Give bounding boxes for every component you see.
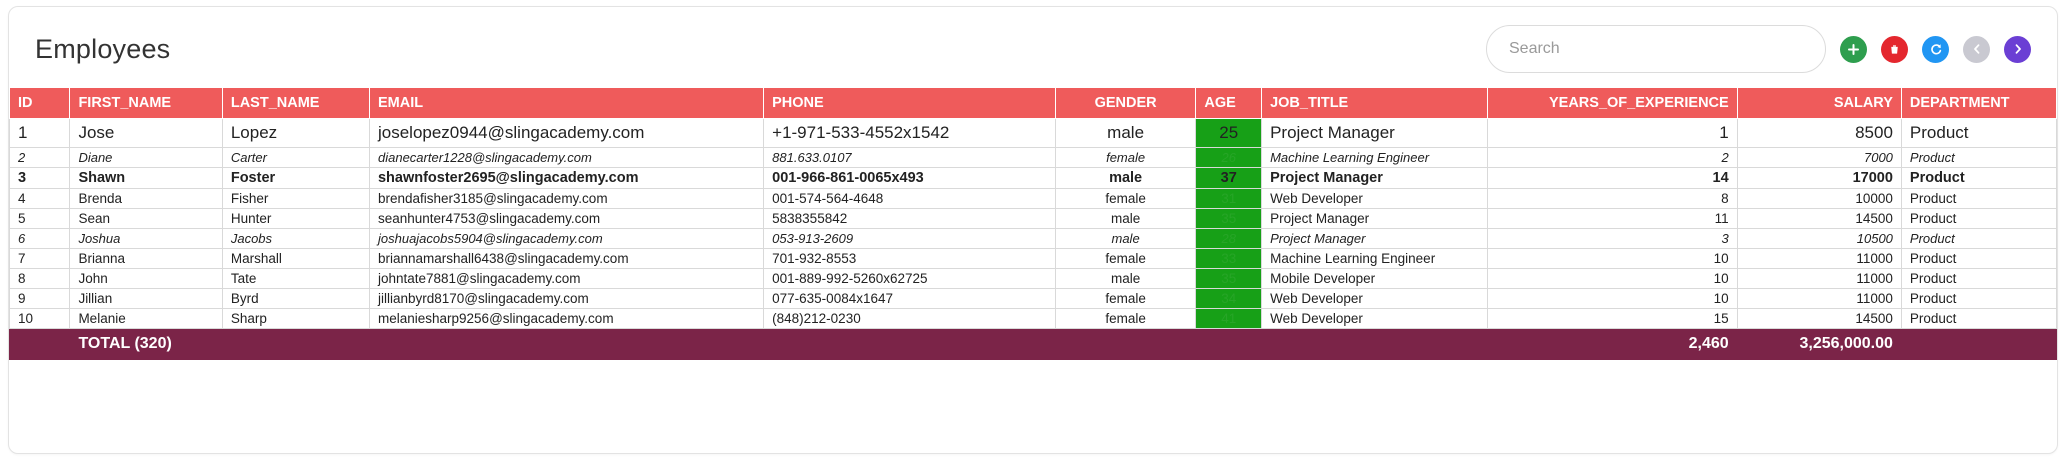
cell-department: Product — [1901, 189, 2056, 209]
trash-icon — [1888, 43, 1901, 56]
cell-years: 2 — [1488, 148, 1738, 168]
cell-gender: male — [1055, 229, 1196, 249]
cell-email: joshuajacobs5904@slingacademy.com — [369, 229, 763, 249]
cell-first-name: Jose — [70, 119, 222, 148]
cell-years: 3 — [1488, 229, 1738, 249]
cell-department: Product — [1901, 269, 2056, 289]
cell-age: 31 — [1196, 189, 1262, 209]
cell-id: 3 — [10, 168, 70, 189]
toolbar — [9, 7, 2057, 87]
delete-button[interactable] — [1881, 36, 1908, 63]
total-label: TOTAL (320) — [70, 329, 222, 360]
cell-age: 33 — [1196, 249, 1262, 269]
cell-first-name: Shawn — [70, 168, 222, 189]
column-header-gender[interactable]: GENDER — [1055, 88, 1196, 119]
total-spacer — [1055, 329, 1196, 360]
chevron-right-icon — [2012, 43, 2024, 55]
cell-id: 5 — [10, 209, 70, 229]
cell-salary: 7000 — [1737, 148, 1901, 168]
total-salary: 3,256,000.00 — [1737, 329, 1901, 360]
column-header-email[interactable]: EMAIL — [369, 88, 763, 119]
cell-last-name: Lopez — [222, 119, 369, 148]
table-row[interactable] — [10, 249, 2057, 269]
cell-first-name: Melanie — [70, 309, 222, 329]
cell-salary: 11000 — [1737, 269, 1901, 289]
cell-job-title: Machine Learning Engineer — [1262, 148, 1488, 168]
cell-id: 8 — [10, 269, 70, 289]
cell-salary: 10000 — [1737, 189, 1901, 209]
table-body — [10, 119, 2057, 360]
cell-years: 1 — [1488, 119, 1738, 148]
employees-table — [9, 87, 2057, 360]
cell-email: shawnfoster2695@slingacademy.com — [369, 168, 763, 189]
cell-gender: female — [1055, 249, 1196, 269]
cell-phone: (848)212-0230 — [764, 309, 1056, 329]
cell-age: 34 — [1196, 289, 1262, 309]
cell-id: 9 — [10, 289, 70, 309]
cell-first-name: Brenda — [70, 189, 222, 209]
refresh-icon — [1929, 42, 1943, 56]
cell-age: 41 — [1196, 309, 1262, 329]
cell-age: 35 — [1196, 269, 1262, 289]
cell-last-name: Byrd — [222, 289, 369, 309]
cell-email: joselopez0944@slingacademy.com — [369, 119, 763, 148]
cell-gender: female — [1055, 309, 1196, 329]
cell-last-name: Foster — [222, 168, 369, 189]
cell-last-name: Jacobs — [222, 229, 369, 249]
plus-icon — [1847, 43, 1860, 56]
cell-email: melaniesharp9256@slingacademy.com — [369, 309, 763, 329]
table-row[interactable] — [10, 189, 2057, 209]
total-spacer — [1262, 329, 1488, 360]
total-spacer — [222, 329, 369, 360]
cell-years: 10 — [1488, 269, 1738, 289]
cell-id: 7 — [10, 249, 70, 269]
table-row[interactable] — [10, 209, 2057, 229]
cell-job-title: Project Manager — [1262, 229, 1488, 249]
cell-phone: 053-913-2609 — [764, 229, 1056, 249]
cell-years: 11 — [1488, 209, 1738, 229]
add-button[interactable] — [1840, 36, 1867, 63]
table-row[interactable] — [10, 119, 2057, 148]
cell-phone: +1-971-533-4552x1542 — [764, 119, 1056, 148]
column-header-job-title[interactable]: JOB_TITLE — [1262, 88, 1488, 119]
total-spacer — [764, 329, 1056, 360]
search-input[interactable] — [1486, 25, 1826, 73]
cell-phone: 001-889-992-5260x62725 — [764, 269, 1056, 289]
cell-department: Product — [1901, 148, 2056, 168]
cell-department: Product — [1901, 229, 2056, 249]
cell-job-title: Project Manager — [1262, 119, 1488, 148]
cell-email: johntate7881@slingacademy.com — [369, 269, 763, 289]
table-row[interactable] — [10, 148, 2057, 168]
cell-gender: male — [1055, 119, 1196, 148]
cell-phone: 881.633.0107 — [764, 148, 1056, 168]
cell-phone: 701-932-8553 — [764, 249, 1056, 269]
cell-department: Product — [1901, 309, 2056, 329]
total-spacer — [10, 329, 70, 360]
toolbar-actions — [1486, 25, 2031, 73]
cell-salary: 14500 — [1737, 209, 1901, 229]
cell-department: Product — [1901, 249, 2056, 269]
cell-salary: 17000 — [1737, 168, 1901, 189]
total-spacer — [369, 329, 763, 360]
total-years: 2,460 — [1488, 329, 1738, 360]
cell-department: Product — [1901, 119, 2056, 148]
cell-last-name: Sharp — [222, 309, 369, 329]
cell-age: 37 — [1196, 168, 1262, 189]
cell-age: 26 — [1196, 148, 1262, 168]
cell-first-name: Brianna — [70, 249, 222, 269]
total-spacer — [1901, 329, 2056, 360]
cell-years: 8 — [1488, 189, 1738, 209]
employees-card — [8, 6, 2058, 454]
table-row[interactable] — [10, 229, 2057, 249]
cell-salary: 8500 — [1737, 119, 1901, 148]
cell-gender: male — [1055, 168, 1196, 189]
cell-job-title: Project Manager — [1262, 168, 1488, 189]
next-page-button[interactable] — [2004, 36, 2031, 63]
table-row[interactable] — [10, 289, 2057, 309]
cell-id: 4 — [10, 189, 70, 209]
column-header-last-name[interactable]: LAST_NAME — [222, 88, 369, 119]
cell-job-title: Web Developer — [1262, 289, 1488, 309]
cell-id: 2 — [10, 148, 70, 168]
cell-years: 10 — [1488, 249, 1738, 269]
table-header-row — [10, 88, 2057, 119]
cell-phone: 077-635-0084x1647 — [764, 289, 1056, 309]
refresh-button[interactable] — [1922, 36, 1949, 63]
cell-years: 10 — [1488, 289, 1738, 309]
cell-age: 25 — [1196, 119, 1262, 148]
table-total-row — [10, 329, 2057, 360]
cell-id: 10 — [10, 309, 70, 329]
table-row[interactable] — [10, 309, 2057, 329]
cell-gender: female — [1055, 289, 1196, 309]
cell-id: 6 — [10, 229, 70, 249]
cell-first-name: Jillian — [70, 289, 222, 309]
cell-job-title: Project Manager — [1262, 209, 1488, 229]
total-spacer — [1196, 329, 1262, 360]
cell-last-name: Tate — [222, 269, 369, 289]
cell-email: briannamarshall6438@slingacademy.com — [369, 249, 763, 269]
cell-gender: female — [1055, 189, 1196, 209]
cell-job-title: Mobile Developer — [1262, 269, 1488, 289]
cell-department: Product — [1901, 168, 2056, 189]
cell-job-title: Machine Learning Engineer — [1262, 249, 1488, 269]
cell-first-name: Sean — [70, 209, 222, 229]
cell-email: jillianbyrd8170@slingacademy.com — [369, 289, 763, 309]
table-row[interactable] — [10, 168, 2057, 189]
cell-gender: male — [1055, 269, 1196, 289]
page-title: Employees — [35, 33, 171, 64]
cell-first-name: Diane — [70, 148, 222, 168]
cell-first-name: Joshua — [70, 229, 222, 249]
cell-age: 28 — [1196, 229, 1262, 249]
column-header-first-name[interactable]: FIRST_NAME — [70, 88, 222, 119]
column-header-salary[interactable]: SALARY — [1737, 88, 1901, 119]
previous-page-button[interactable] — [1963, 36, 1990, 63]
chevron-left-icon — [1971, 43, 1983, 55]
column-header-years-of-experience[interactable]: YEARS_OF_EXPERIENCE — [1488, 88, 1738, 119]
cell-email: brendafisher3185@slingacademy.com — [369, 189, 763, 209]
cell-salary: 14500 — [1737, 309, 1901, 329]
cell-phone: 001-574-564-4648 — [764, 189, 1056, 209]
column-header-id[interactable]: ID — [10, 88, 70, 119]
cell-years: 15 — [1488, 309, 1738, 329]
cell-last-name: Carter — [222, 148, 369, 168]
table-row[interactable] — [10, 269, 2057, 289]
cell-age: 35 — [1196, 209, 1262, 229]
cell-last-name: Marshall — [222, 249, 369, 269]
cell-phone: 001-966-861-0065x493 — [764, 168, 1056, 189]
cell-gender: male — [1055, 209, 1196, 229]
cell-department: Product — [1901, 289, 2056, 309]
cell-email: dianecarter1228@slingacademy.com — [369, 148, 763, 168]
cell-salary: 10500 — [1737, 229, 1901, 249]
column-header-department[interactable]: DEPARTMENT — [1901, 88, 2056, 119]
column-header-age[interactable]: AGE — [1196, 88, 1262, 119]
cell-years: 14 — [1488, 168, 1738, 189]
cell-job-title: Web Developer — [1262, 309, 1488, 329]
cell-email: seanhunter4753@slingacademy.com — [369, 209, 763, 229]
cell-gender: female — [1055, 148, 1196, 168]
cell-salary: 11000 — [1737, 249, 1901, 269]
column-header-phone[interactable]: PHONE — [764, 88, 1056, 119]
cell-id: 1 — [10, 119, 70, 148]
cell-phone: 5838355842 — [764, 209, 1056, 229]
cell-job-title: Web Developer — [1262, 189, 1488, 209]
cell-last-name: Fisher — [222, 189, 369, 209]
cell-last-name: Hunter — [222, 209, 369, 229]
cell-salary: 11000 — [1737, 289, 1901, 309]
cell-department: Product — [1901, 209, 2056, 229]
cell-first-name: John — [70, 269, 222, 289]
